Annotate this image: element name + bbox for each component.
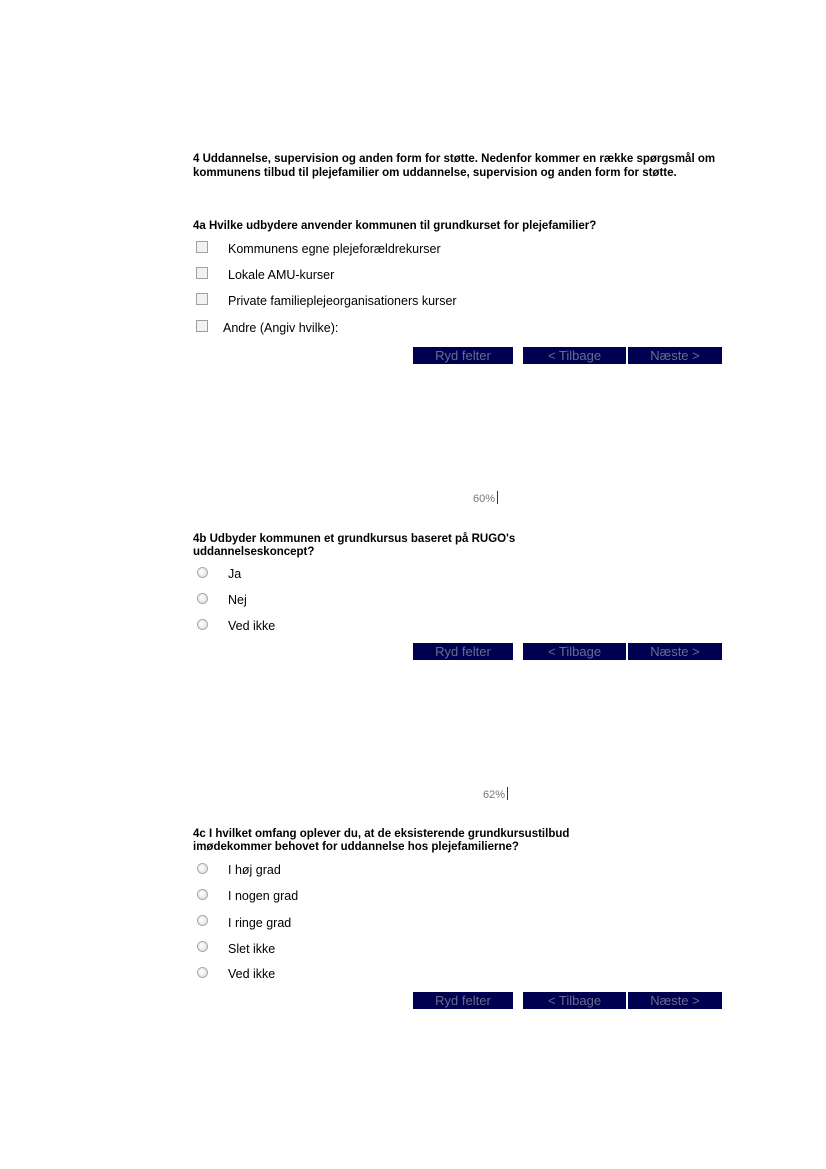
option-label: Ja bbox=[228, 567, 242, 581]
option-label: I ringe grad bbox=[228, 916, 292, 930]
clear-fields-button[interactable]: Ryd felter bbox=[413, 347, 513, 364]
checkbox-option-3[interactable] bbox=[196, 293, 208, 305]
progress-indicator bbox=[473, 491, 498, 505]
option-label: Slet ikke bbox=[228, 942, 276, 956]
question-4a-title: 4a Hvilke udbydere anvender kommunen til grundkurset for plejefamilier? bbox=[193, 220, 597, 232]
button-bar-4a bbox=[413, 347, 722, 364]
question-4c-title-line: imødekommer behovet for uddannelse hos plejefamilierne? bbox=[193, 841, 519, 853]
radio-option-ja[interactable] bbox=[197, 567, 208, 578]
next-button[interactable]: Næste > bbox=[628, 643, 722, 660]
question-4c-title bbox=[193, 828, 753, 854]
radio-option-ved-ikke[interactable] bbox=[197, 619, 208, 630]
progress-value: 62% bbox=[483, 789, 506, 801]
text-cursor bbox=[497, 491, 498, 504]
question-4b-title bbox=[193, 533, 733, 559]
option-label: Andre (Angiv hvilke): bbox=[223, 321, 339, 335]
option-label: Private familieplejeorganisationers kurser bbox=[228, 294, 457, 308]
back-button[interactable]: < Tilbage bbox=[523, 992, 626, 1009]
option-label: Nej bbox=[228, 593, 247, 607]
clear-fields-button[interactable]: Ryd felter bbox=[413, 992, 513, 1009]
next-button[interactable]: Næste > bbox=[628, 992, 722, 1009]
question-4c-title-line: 4c I hvilket omfang oplever du, at de eksisterende grundkursustilbud bbox=[193, 828, 570, 840]
back-button[interactable]: < Tilbage bbox=[523, 347, 626, 364]
radio-option-ringe-grad[interactable] bbox=[197, 915, 208, 926]
button-bar-4b bbox=[413, 643, 722, 660]
back-button[interactable]: < Tilbage bbox=[523, 643, 626, 660]
text-cursor bbox=[507, 787, 508, 800]
option-label: Kommunens egne plejeforældrekurser bbox=[228, 242, 441, 256]
checkbox-option-4[interactable] bbox=[196, 320, 208, 332]
progress-value: 60% bbox=[473, 493, 496, 505]
radio-option-slet-ikke[interactable] bbox=[197, 941, 208, 952]
option-label: I høj grad bbox=[228, 863, 281, 877]
option-label: Ved ikke bbox=[228, 967, 276, 981]
clear-fields-button[interactable]: Ryd felter bbox=[413, 643, 513, 660]
radio-option-ved-ikke[interactable] bbox=[197, 967, 208, 978]
question-4b-title-line: uddannelseskoncept? bbox=[193, 546, 315, 558]
section-intro: 4 Uddannelse, supervision og anden form for støtte. Nedenfor kommer en række spørgsmål om kommunens tilbud til plejefamilier om uddannelse, supervision og anden form for støtte. bbox=[193, 153, 716, 179]
option-label: I nogen grad bbox=[228, 889, 299, 903]
option-label: Lokale AMU-kurser bbox=[228, 268, 335, 282]
next-button[interactable]: Næste > bbox=[628, 347, 722, 364]
checkbox-option-2[interactable] bbox=[196, 267, 208, 279]
question-4b-title-line: 4b Udbyder kommunen et grundkursus baseret på RUGO's bbox=[193, 533, 516, 545]
radio-option-hoej-grad[interactable] bbox=[197, 863, 208, 874]
radio-option-nogen-grad[interactable] bbox=[197, 889, 208, 900]
option-label: Ved ikke bbox=[228, 619, 276, 633]
progress-indicator bbox=[483, 787, 508, 801]
button-bar-4c bbox=[413, 992, 722, 1009]
checkbox-option-1[interactable] bbox=[196, 241, 208, 253]
radio-option-nej[interactable] bbox=[197, 593, 208, 604]
